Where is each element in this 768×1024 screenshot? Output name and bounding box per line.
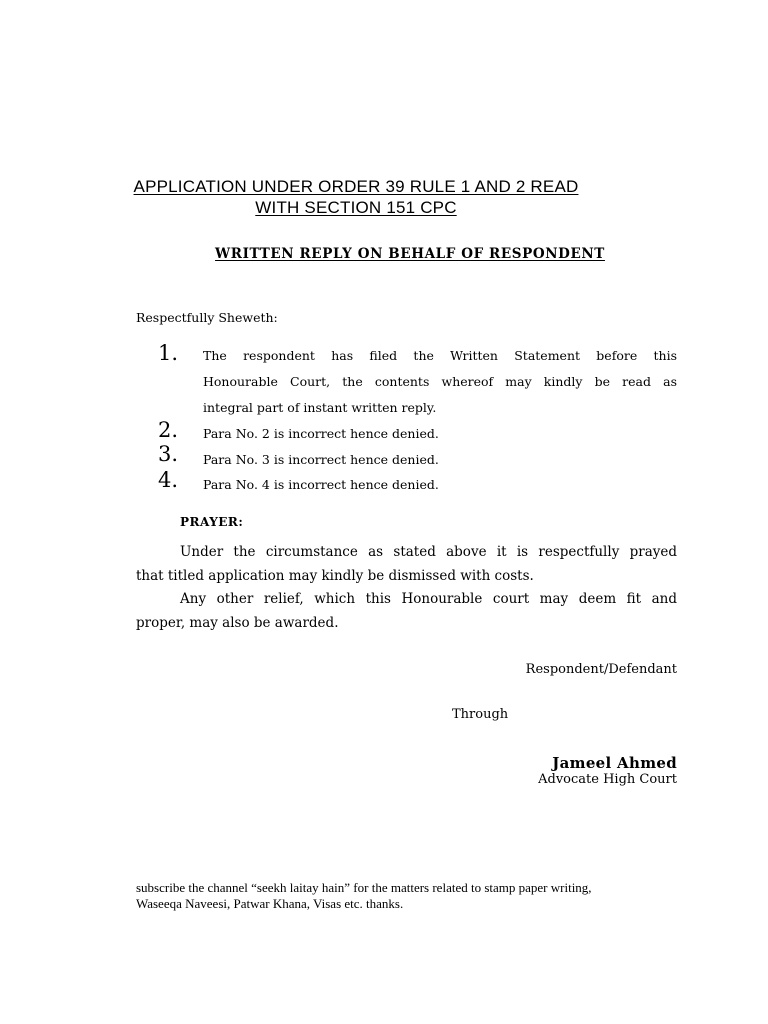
footer-line-2: Waseeqa Naveesi, Patwar Khana, Visas etc. thanks. [136, 896, 404, 911]
document-title [100, 176, 612, 218]
para-text-3: Para No. 3 is incorrect hence denied. [203, 452, 439, 467]
para-text-4: Para No. 4 is incorrect hence denied. [203, 477, 439, 492]
greeting: Respectfully Sheweth: [136, 310, 278, 325]
para-number-1: 1. [158, 341, 179, 365]
signature-party: Respondent/Defendant [525, 662, 677, 677]
prayer-p1-line-1: Under the circumstance as stated above it is respectfully prayed [180, 544, 677, 560]
prayer-heading: PRAYER: [180, 515, 244, 529]
title-line-2: WITH SECTION 151 CPC [255, 198, 457, 217]
document-subtitle: WRITTEN REPLY ON BEHALF OF RESPONDENT [215, 246, 605, 262]
prayer-body [136, 541, 677, 635]
para-number-3: 3. [158, 442, 179, 466]
prayer-p1-line-2: that titled application may kindly be dismissed with costs. [136, 567, 534, 584]
title-line-1: APPLICATION UNDER ORDER 39 RULE 1 AND 2 READ [133, 177, 579, 196]
prayer-p2-line-2: proper, may also be awarded. [136, 614, 339, 631]
para-1-line-1: The respondent has filed the Written Statement before this [203, 348, 677, 363]
para-1-line-3: integral part of instant written reply. [203, 400, 437, 415]
para-number-4: 4. [158, 468, 179, 492]
prayer-p2-line-1: Any other relief, which this Honourable court may deem fit and [180, 591, 677, 607]
signature-through: Through [452, 707, 509, 722]
signature-title: Advocate High Court [538, 772, 677, 787]
para-text-2: Para No. 2 is incorrect hence denied. [203, 426, 439, 441]
signature-name: Jameel Ahmed [552, 754, 677, 772]
para-text-1 [203, 343, 677, 421]
para-number-2: 2. [158, 418, 179, 442]
para-1-line-2: Honourable Court, the contents whereof may kindly be read as [203, 374, 677, 389]
footer-note [136, 880, 696, 912]
footer-line-1: subscribe the channel “seekh laitay hain” for the matters related to stamp paper writing, [136, 880, 592, 895]
